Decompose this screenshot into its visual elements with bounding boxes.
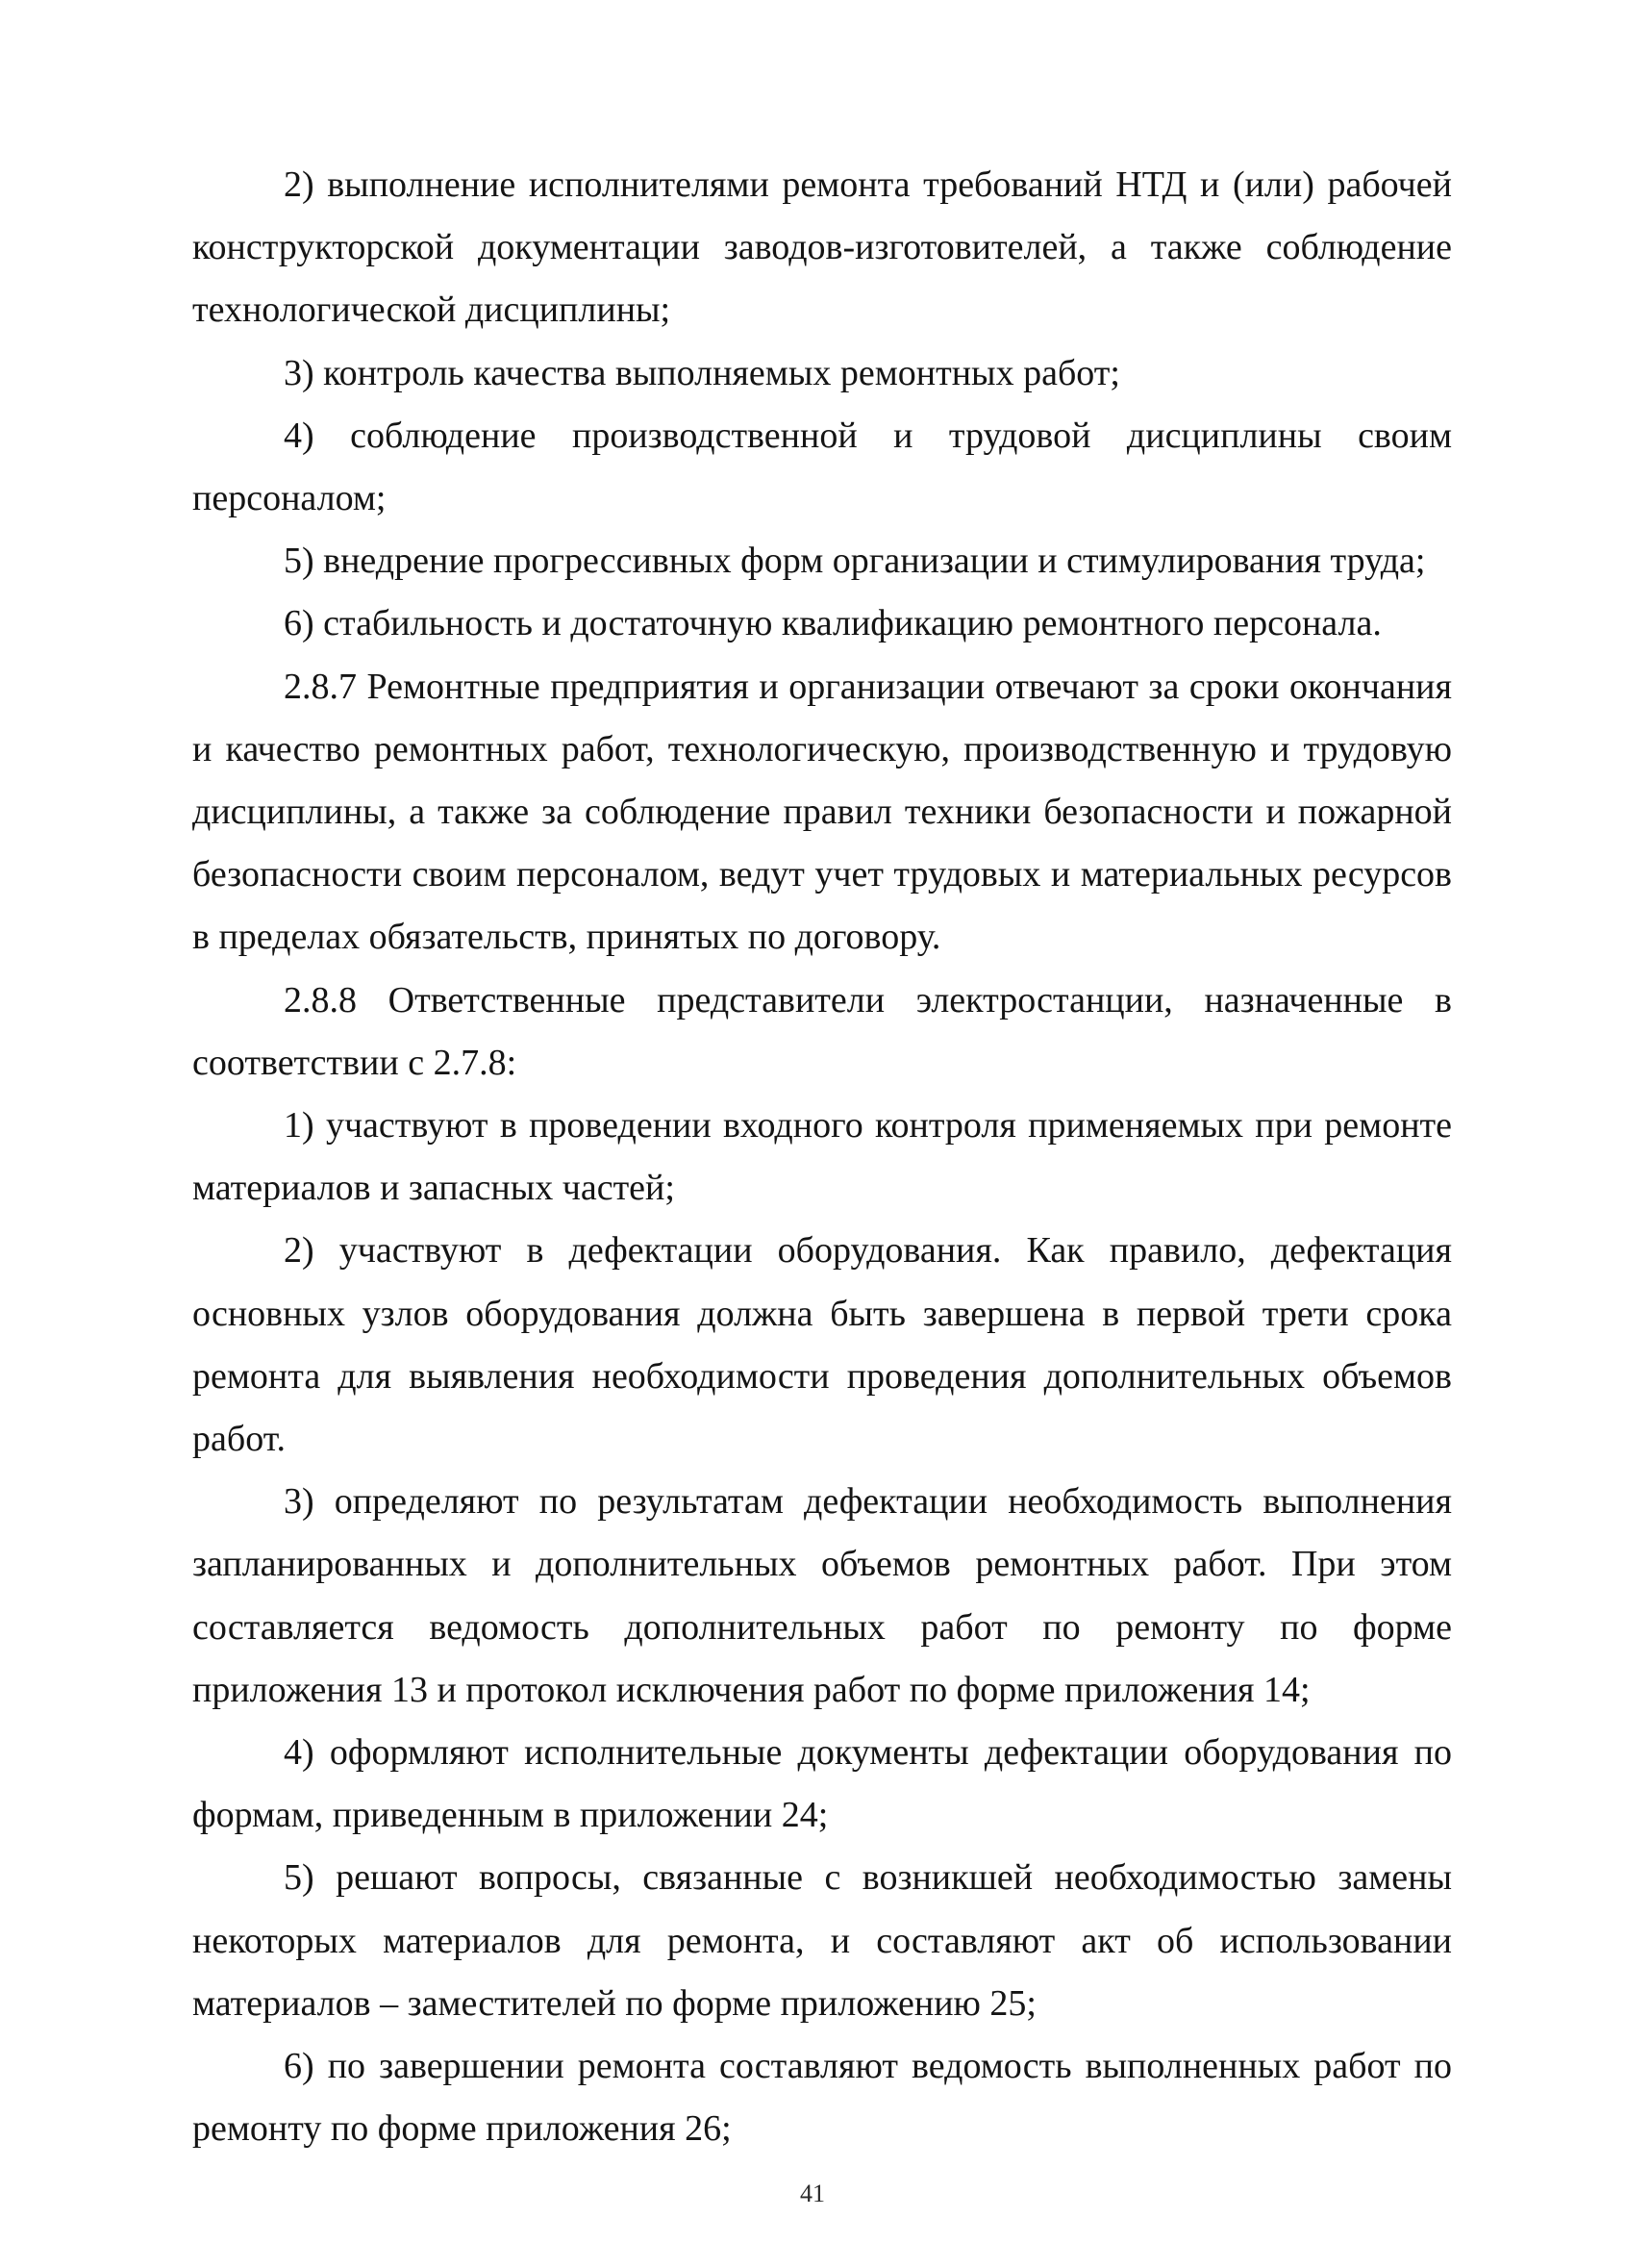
body-text (192, 154, 1452, 2161)
paragraph-list-item-4: 4) оформляют исполнительные документы дефектации оборудования по формам, приведенным в приложении 24; (192, 1732, 1452, 1836)
paragraph-section-2-8-8: 2.8.8 Ответственные представители электростанции, назначенные в соответствии с 2.7.8: (192, 979, 1452, 1083)
paragraph-list-item-5: 5) решают вопросы, связанные с возникшей необходимостью замены некоторых материалов для ремонта, и составляют акт об использовании материалов – заместителей по форме приложению 25; (192, 1857, 1452, 2024)
paragraph-item-4-discipline: 4) соблюдение производственной и трудовой дисциплины своим персоналом; (192, 415, 1452, 519)
paragraph-list-item-1: 1) участвуют в проведении входного контроля применяемых при ремонте материалов и запасных частей; (192, 1105, 1452, 1209)
paragraph-list-item-6: 6) по завершении ремонта составляют ведомость выполненных работ по ремонту по форме приложения 26; (192, 2046, 1452, 2150)
paragraph-item-6-qualification: 6) стабильность и достаточную квалификацию ремонтного персонала. (284, 603, 1382, 644)
paragraph-item-5-progressive-forms: 5) внедрение прогрессивных форм организации и стимулирования труда; (284, 541, 1426, 582)
page-number: 41 (800, 2180, 825, 2207)
paragraph-item-2-compliance: 2) выполнение исполнителями ремонта требований НТД и (или) рабочей конструкторской документации заводов-изготовителей, а также соблюдение технологической дисциплины; (192, 164, 1452, 331)
paragraph-list-item-2: 2) участвуют в дефектации оборудования. Как правило, дефектация основных узлов оборудования должна быть завершена в первой трети срока ремонта для выявления необходимости проведения дополнительных объемов работ. (192, 1230, 1452, 1460)
paragraph-item-3-quality-control: 3) контроль качества выполняемых ремонтных работ; (284, 352, 1120, 393)
paragraph-section-2-8-7: 2.8.7 Ремонтные предприятия и организации отвечают за сроки окончания и качество ремонтных работ, технологическую, производственную и трудовую дисциплины, а также за соблюдение правил техники безопасности и пожарной безопасности своим персоналом, ведут учет трудовых и материальных ресурсов в пределах обязательств, принятых по договору. (192, 666, 1452, 958)
paragraph-list-item-3: 3) определяют по результатам дефектации необходимость выполнения запланированных и дополнительных объемов ремонтных работ. При этом составляется ведомость дополнительных работ по ремонту по форме приложения 13 и протокол исключения работ по форме приложения 14; (192, 1481, 1452, 1710)
